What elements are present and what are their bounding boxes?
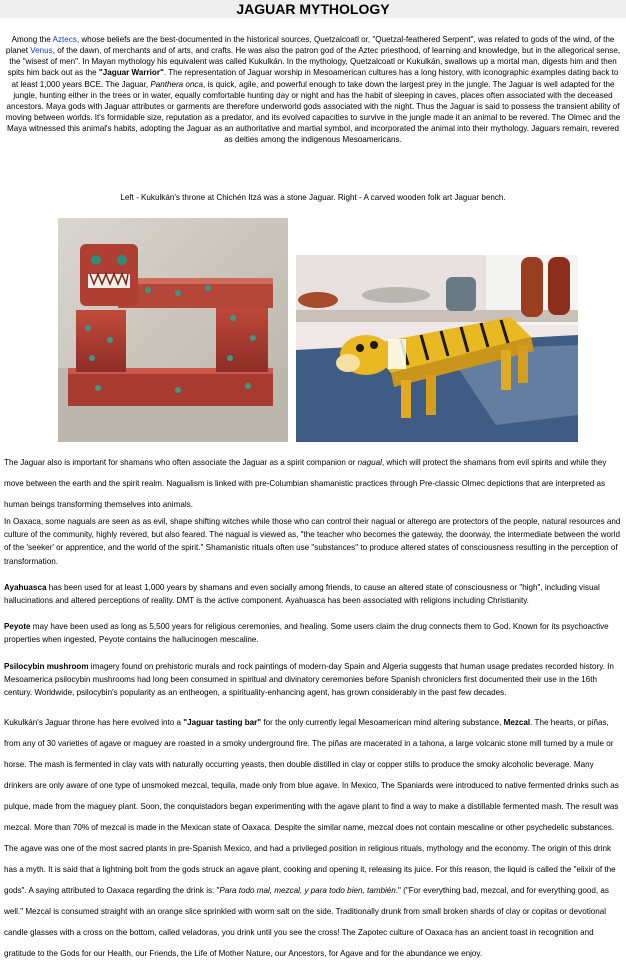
shaman-text-1: The Jaguar also is important for shamans who often associate the Jaguar as a spirit companion or xyxy=(4,458,358,467)
aztecs-link[interactable]: Aztecs xyxy=(52,35,77,44)
mezcal-bold: Mezcal xyxy=(503,718,531,728)
intro-text-4: . The representation of Jaguar worship in Mesoamerican cultures has a long history, with iconographic examples dating back to at least 1,000 years BCE. The Jaguar, xyxy=(11,68,619,89)
intro-text-1: Among the xyxy=(11,35,53,44)
venus-link[interactable]: Venus xyxy=(30,46,53,56)
shaman-text-2: , which will protect the shamans from evil spirits and while they move between the earth and the spirit realm. Nagualism is linked with pre-Columbian shamanistic practices through Pre-classic Olmec depictions that are interpreted as human beings transforming themselves into animals. xyxy=(4,458,607,509)
psilocybin-paragraph xyxy=(4,660,622,700)
jaguar-warrior-bold: "Jaguar Warrior" xyxy=(98,68,164,78)
intro-text-2: , whose beliefs are the best-documented in the historical sources, Quetzalcoatl or, "Quetzal-feathered Serpent", was related to gods of the wind, of the planet xyxy=(5,35,615,56)
psilocybin-bold: Psilocybin mushroom xyxy=(4,661,89,671)
oaxaca-paragraph: In Oaxaca, some naguals are seen as as evil, shape shifting witches while those who can control their nagual or alterego are protectors of the people, natural resources and culture of the community, highly revered, but also feared. The nagual is viewed as, "the teacher who becomes the gateway, the doorway, the intermediate between the world of the 'seeker' or apprentice, and the world of the spirit." Shamanistic rituals often use "substances" to produce altered states of consciousness resulting in the perception of transformation. xyxy=(4,517,621,566)
panthera-onca-italic: Panthera onca xyxy=(150,79,203,89)
mezcal-saying-italic: Para todo mal, mezcal, y para todo bien, también xyxy=(219,886,396,896)
intro-text-5: , is quick, agile, and powerful enough to take down the largest prey in the jungle. The Jaguar is well adapted for the jungle, hunting either in the trees or in water, equally comfortable hunting day or night and has the habit of sleeping in caves, places often associated with the deceased ancestors. Maya gods with Jaguar attributes or garments are therefore underworld gods associated with the night. Thus the Jaguar is said to possess the transient ability of moving between worlds. It's formidable size, reputation as a predator, and its evolved capacities to survive in the jungle made it an animal to be revered. The Olmec and the Maya witnessed this animal's habits, adopting the Jaguar as an authoritative and martial symbol, and incorporated the animal into their mythology. Jaguars remain, revered as deities among the indigenous Mesoamericans. xyxy=(5,79,621,145)
shaman-paragraph xyxy=(4,452,622,515)
mezcal-text-1: Kukulkán's Jaguar throne has here evolved into a xyxy=(4,718,184,728)
body-text xyxy=(4,452,622,964)
jaguar-tasting-bar-bold: "Jaguar tasting bar" xyxy=(183,718,262,728)
ayahuasca-paragraph xyxy=(4,581,622,607)
page-title: JAGUAR MYTHOLOGY xyxy=(236,1,390,17)
image-caption: Left - Kukulkán's throne at Chichén Itzá was a stone Jaguar. Right - A carved wooden folk art Jaguar bench. xyxy=(120,193,506,202)
wooden-jaguar-bench-image xyxy=(296,255,578,442)
psilocybin-text: imagery found on prehistoric murals and rock paintings of modern-day Spain and Algeria suggests that human usage predates recorded history. In Mesoamerica psilocybin mushrooms had long been consumed in spiritual and divinatory ceremonies before Spanish chroniclers first documented their use in the 16th century. Worldwide, psilocybin's popularity as an entheogen, a spirituality-enhancing agent, has grown considerably in the past few decades. xyxy=(4,661,614,698)
intro-paragraph xyxy=(4,34,622,146)
peyote-paragraph xyxy=(4,620,622,646)
nagual-italic: nagual xyxy=(357,458,382,467)
mezcal-text-4: ." ("For everything bad, mezcal, and for everything good, as well." Mezcal is consumed straight with an orange slice sprinkled with worm salt on the side. Traditionally drunk from small broken shards of clay or copitas or devotional candle glasses with a cross on the bottom, called veladoras, you drink until you see the cross! The Zapotec culture of Oaxaca has an ancient toast in recognition and gratitude to the Gods for our Health, our Friends, the Life of Mother Nature, our Ancestors, for Agave and for the abundance we enjoy. xyxy=(4,886,609,959)
mezcal-text-2: for the only currently legal Mesoamerican mind altering substance, xyxy=(261,718,504,728)
stone-jaguar-throne-image xyxy=(58,218,288,442)
peyote-text: may have been used as long as 5,500 years for religious ceremonies, and healing. Some users claim the drug connects them to God. Known for its psychoactive properties when ingested, Peyote contains the hallucinogen mescaline. xyxy=(4,622,609,645)
ayahuasca-text: has been used for at least 1,000 years by shamans and even socially among friends, to cause an altered state of consciousness or "high", including visual hallucinations and altered perceptions of reality. DMT is the active component. Ayahuasca has been associated with religions including Christianity. xyxy=(4,582,600,606)
mezcal-paragraph xyxy=(4,712,622,964)
peyote-bold: Peyote xyxy=(4,622,31,632)
mezcal-text-3: . The hearts, or piñas, from any of 30 varieties of agave or maguey are roasted in a smoky underground fire. The piñas are macerated in a tahona, a large volcanic stone mill turned by a mule or horse. The mash is fermented in clay vats with naturally occurring yeasts, then double distilled in clay or copper stills to produce the smoky alcoholic beverage. Many drinkers are only aware of one type of unsmoked mezcal, tequila, made only from blue agave. In Mexico, The Spaniards were introduced to native fermented drinks such as pulque, made from the maguey plant. Soon, the conquistadors began experimenting with the agave plant to find a way to make a distillable fermented mash. The result was mezcal. More than 70% of mezcal is made in the Mexican state of Oaxaca. Despite the similar name, mezcal does not contain mescaline or other psychedelic substances. The agave was one of the most sacred plants in pre-Spanish Mexico, and had a privileged position in religious rituals, mythology and the economy. The origin of this drink has a myth. It is said that a lightning bolt from the gods struck an agave plant, cooking and opening it, releasing its juice. For this reason, the liquid is called the "elixir of the gods". A saying attributed to Oaxaca regarding the drink is: " xyxy=(4,718,619,896)
ayahuasca-bold: Ayahuasca xyxy=(4,582,47,592)
intro-text-3: , of the dawn, of merchants and of arts, and crafts. He was also the patron god of the Aztec priesthood, of learning and knowledge, but in the allegorical sense, the "wisest of men". In Mayan mythology his equivalent was called Kukulkán. In the mythology, Quetzalcoatl or Kukulkán, swallows up a mortal man, digests him and then spits him back out as the xyxy=(7,46,621,78)
